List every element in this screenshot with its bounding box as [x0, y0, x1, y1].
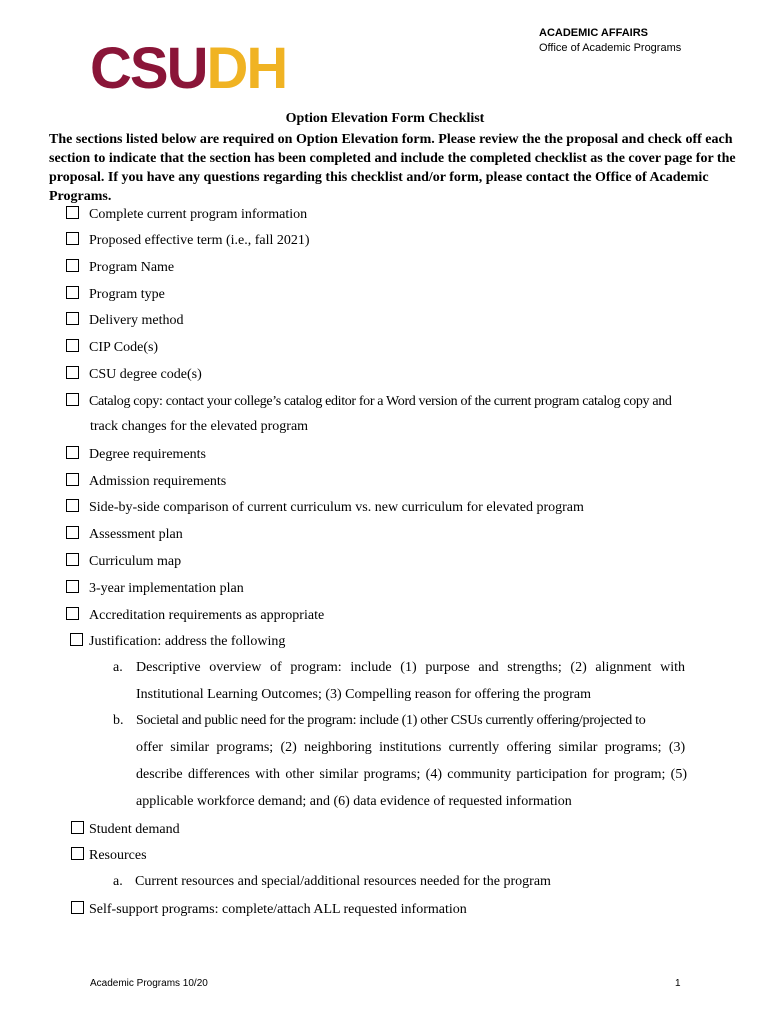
checklist-item-label: Student demand [89, 822, 180, 837]
checkbox[interactable] [66, 499, 79, 512]
checkbox[interactable] [66, 232, 79, 245]
checklist-item-label: Assessment plan [89, 527, 183, 542]
checkbox[interactable] [66, 580, 79, 593]
checklist-item-label: CIP Code(s) [89, 340, 159, 355]
checklist-item-curriculum-comparison[interactable] [66, 499, 584, 516]
checklist-item-delivery-method[interactable] [66, 312, 183, 329]
intro-paragraph: The sections listed below are required on Option Elevation form. Please review the the proposal and check off each section to indicate that the section has been completed and include the completed checklist as the cover page for the proposal. If you have any questions regarding this checklist and/or form, please contact the Office of Academic Programs. [49, 132, 736, 204]
checklist-item-label: Side-by-side comparison of current curriculum vs. new curriculum for elevated program [89, 500, 584, 515]
office-header [539, 26, 681, 56]
list-marker: b. [113, 713, 124, 728]
checklist-item-student-demand[interactable] [71, 821, 180, 838]
checklist-item-label: Complete current program information [89, 207, 308, 222]
checklist-item-program-name[interactable] [66, 259, 174, 276]
checkbox[interactable] [66, 607, 79, 620]
subitem-line: Institutional Learning Outcomes; (3) Compelling reason for offering the program [136, 687, 592, 702]
subitem-line: Descriptive overview of program: include (1) purpose and strengths; (2) alignment with [136, 660, 686, 675]
checkbox[interactable] [66, 446, 79, 459]
checkbox[interactable] [70, 633, 83, 646]
checkbox[interactable] [71, 847, 84, 860]
checklist-item-admission-requirements[interactable] [66, 473, 226, 490]
page-title: Option Elevation Form Checklist [285, 111, 485, 126]
checklist-item-label: CSU degree code(s) [89, 367, 202, 382]
checklist-item-label: Degree requirements [89, 447, 206, 462]
checkbox[interactable] [66, 473, 79, 486]
checkbox[interactable] [66, 286, 79, 299]
checklist-item-label: Admission requirements [89, 474, 227, 489]
checklist-item-catalog-copy[interactable] [66, 393, 672, 410]
page-number: 1 [675, 978, 681, 989]
checklist-item-label: Program type [89, 287, 165, 302]
checklist-item-degree-requirements[interactable] [66, 446, 206, 463]
footer-text: Academic Programs 10/20 [90, 978, 208, 989]
checklist-item-label: Curriculum map [89, 554, 182, 569]
checkbox[interactable] [66, 553, 79, 566]
checklist-item-cip-codes[interactable] [66, 339, 158, 356]
logo-csu-text: CSU [90, 36, 207, 101]
checklist-item-assessment-plan[interactable] [66, 526, 183, 543]
csudh-logo [90, 36, 287, 101]
logo-dh-text: DH [206, 36, 287, 101]
checklist-item-accreditation[interactable] [66, 607, 324, 624]
list-marker: a. [113, 660, 123, 675]
checklist-item-label: Justification: address the following [89, 634, 286, 649]
checklist-item-effective-term[interactable] [66, 232, 310, 249]
subitem-line: Societal and public need for the program: include (1) other CSUs currently offering/projected to [136, 713, 646, 728]
checklist-item-program-type[interactable] [66, 286, 165, 303]
office-name: Office of Academic Programs [539, 42, 682, 54]
list-marker: a. [113, 874, 123, 889]
checklist-item-label: Accreditation requirements as appropriate [89, 608, 325, 623]
checklist-item-csu-degree-codes[interactable] [66, 366, 202, 383]
checkbox[interactable] [66, 259, 79, 272]
checkbox[interactable] [66, 526, 79, 539]
checklist-item-justification[interactable] [70, 633, 285, 650]
checklist-item-resources[interactable] [71, 847, 147, 864]
checkbox[interactable] [66, 393, 79, 406]
checklist-item-current-program-info[interactable] [66, 206, 307, 223]
subitem-line: describe differences with other similar programs; (4) community participation for program; (5) [136, 767, 687, 782]
checklist-item-label: Program Name [89, 260, 175, 275]
checkbox[interactable] [71, 821, 84, 834]
checklist-item-curriculum-map[interactable] [66, 553, 181, 570]
checkbox[interactable] [66, 206, 79, 219]
checklist-item-continuation: track changes for the elevated program [90, 419, 309, 434]
checklist-item-label: Resources [89, 848, 147, 863]
checkbox[interactable] [66, 366, 79, 379]
department-name: ACADEMIC AFFAIRS [539, 27, 648, 39]
checkbox[interactable] [66, 312, 79, 325]
checklist-item-implementation-plan[interactable] [66, 580, 244, 597]
checkbox[interactable] [71, 901, 84, 914]
subitem-line: applicable workforce demand; and (6) data evidence of requested information [136, 794, 572, 809]
subitem-line: Current resources and special/additional resources needed for the program [135, 874, 551, 889]
checklist-item-self-support[interactable] [71, 901, 467, 918]
checkbox[interactable] [66, 339, 79, 352]
checklist-item-label: 3-year implementation plan [89, 581, 244, 596]
checklist-item-label: Catalog copy: contact your college’s catalog editor for a Word version of the current program catalog copy and [89, 394, 672, 409]
checklist-item-label: Self-support programs: complete/attach ALL requested information [89, 902, 467, 917]
checklist-item-label: Proposed effective term (i.e., fall 2021) [89, 233, 310, 248]
subitem-line: offer similar programs; (2) neighboring institutions currently offering similar programs; (3) [136, 740, 686, 755]
checklist-item-label: Delivery method [89, 313, 184, 328]
